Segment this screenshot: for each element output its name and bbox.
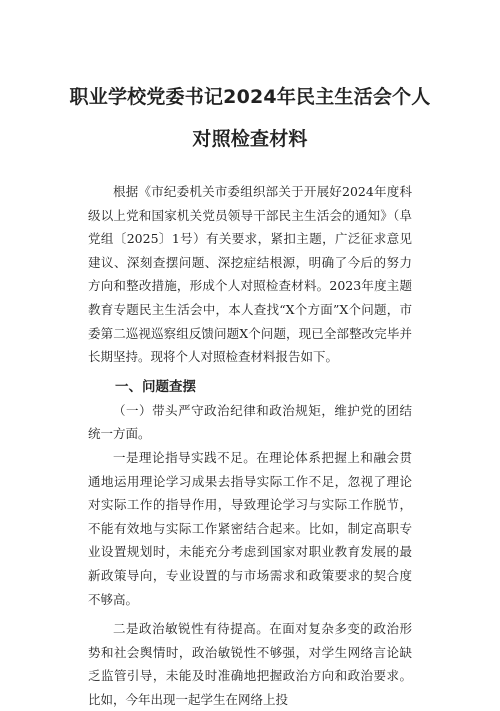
document-body bbox=[88, 180, 412, 711]
intro-paragraph: 根据《市纪委机关市委组织部关于开展好2024年度科级以上党和国家机关党员领导干部民主生活会的通知》（阜党组〔2025〕1号）有关要求，紧扣主题，广泛征求意见建议、深刻查摆问题、深挖症结根源，明确了今后的努力方向和整改措施，形成个人对照检查材料。2023年度主题教育专题民主生活会中，本人查找“X个方面”X个问题，市委第二巡视巡察组反馈问题X个问题，现已全部整改完毕并长期坚持。现将个人对照检查材料报告如下。 bbox=[88, 184, 412, 365]
document-title-line-1: 职业学校党委书记2024年民主生活会个人 bbox=[69, 86, 431, 108]
point-paragraph-2: 二是政治敏锐性有待提高。在面对复杂多变的政治形势和社会舆情时，政治敏锐性不够强，对学生网络言论缺乏监管引导，未能及时准确地把握政治方向和政治要求。比如，今年出现一起学生在网络上投 bbox=[88, 621, 412, 707]
point-paragraph-1: 一是理论指导实践不足。在理论体系把握上和融会贯通地运用理论学习成果去指导实际工作不足，忽视了理论对实际工作的指导作用，导致理论学习与实际工作脱节，不能有效地与实际工作紧密结合起来。比如，制定高职专业设置规划时，未能充分考虑到国家对职业教育发展的最新政策导向，专业设置的与市场需求和政策要求的契合度不够高。 bbox=[88, 449, 412, 607]
subsection-heading-1: （一）带头严守政治纪律和政治规矩，维护党的团结统一方面。 bbox=[88, 402, 412, 442]
document-title-line-2: 对照检查材料 bbox=[192, 128, 308, 150]
section-heading-problems: 一、问题查摆 bbox=[115, 378, 196, 395]
